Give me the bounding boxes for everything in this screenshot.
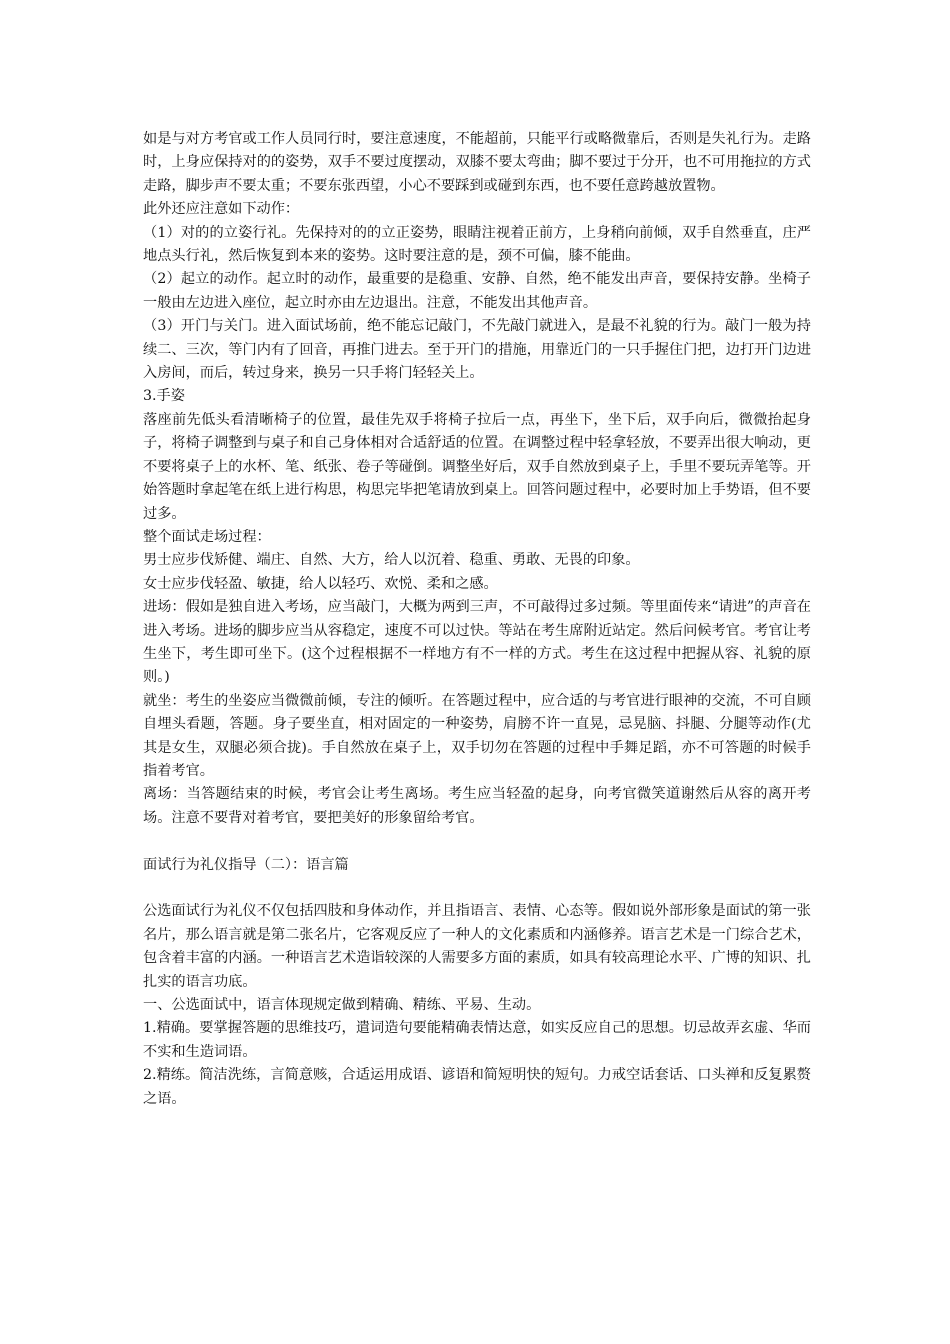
paragraph-process-intro: 整个面试走场过程： (143, 528, 271, 545)
paragraph-standing-up: （2）起立的动作。起立时的动作，最重要的是稳重、安静、自然，绝不能发出声音，要保持安静。坐椅子一般由左边进入座位，起立时亦由左边退出。注意，不能发出其他声音。 (143, 271, 811, 311)
paragraph-conciseness: 2.精练。简洁洗练，言简意赅，合适运用成语、谚语和简短明快的短句。力戒空话套话、口头禅和反复累赘之语。 (143, 1067, 811, 1107)
paragraph-language-intro: 公选面试行为礼仪不仅包括四肢和身体动作，并且指语言、表情、心态等。假如说外部形象是面试的第一张名片，那么语言就是第二张名片，它客观反应了一种人的文化素质和内涵修养。语言艺术是一门综合艺术，包含着丰富的内涵。一种语言艺术造诣较深的人需要多方面的素质，如具有较高理论水平、广博的知识、扎扎实的语言功底。 (143, 903, 811, 990)
paragraph-door: （3）开门与关门。进入面试场前，绝不能忘记敲门，不先敲门就进入，是最不礼貌的行为。敲门一般为持续二、三次，等门内有了回音，再推门进去。至于开门的措施，用靠近门的一只手握住门把，边打开门边进入房间，而后，转过身来，换另一只手将门轻轻关上。 (143, 318, 811, 382)
paragraph-female-gait: 女士应步伐轻盈、敏捷，给人以轻巧、欢悦、柔和之感。 (143, 575, 498, 592)
paragraph-precision: 1.精确。要掌握答题的思维技巧，遣词造句要能精确表情达意，如实反应自己的思想。切忌故弄玄虚、华而不实和生造词语。 (143, 1020, 811, 1060)
heading-hand-posture: 3.手姿 (143, 388, 185, 405)
blank-line (143, 830, 811, 853)
paragraph-other-actions-intro: 此外还应注意如下动作： (143, 201, 300, 218)
paragraph-language-requirements: 一、公选面试中，语言体现规定做到精确、精练、平易、生动。 (143, 997, 541, 1013)
document-page (143, 128, 811, 1111)
paragraph-male-gait: 男士应步伐矫健、端庄、自然、大方，给人以沉着、稳重、勇敢、无畏的印象。 (143, 552, 640, 569)
paragraph-entering: 进场：假如是独自进入考场，应当敲门，大概为两到三声，不可敲得过多过频。等里面传来“请进”的声音在进入考场。进场的脚步应当从容稳定，速度不可以过快。等站在考生席附近站定。然后问候考官。考官让考生坐下，考生即可坐下。(这个过程根据不一样地方有不一样的方式。考生在这过程中把握从容、礼貌的原则。) (143, 599, 811, 686)
paragraph-seating: 就坐：考生的坐姿应当微微前倾，专注的倾听。在答题过程中，应合适的与考官进行眼神的交流，不可自顾自埋头看题，答题。身子要坐直，相对固定的一种姿势，肩膀不许一直晃，忌晃脑、抖腿、分腿等动作(尤其是女生，双腿必须合拢)。手自然放在桌子上，双手切勿在答题的过程中手舞足蹈，亦不可答题的时候手指着考官。 (143, 692, 811, 779)
paragraph-walking: 如是与对方考官或工作人员同行时，要注意速度，不能超前，只能平行或略微靠后，否则是失礼行为。走路时，上身应保持对的的姿势，双手不要过度摆动，双膝不要太弯曲；脚不要过于分开，也不可用拖拉的方式走路，脚步声不要太重；不要东张西望，小心不要踩到或碰到东西，也不要任意跨越放置物。 (143, 131, 811, 194)
paragraph-hand-posture: 落座前先低头看清晰椅子的位置，最佳先双手将椅子拉后一点，再坐下，坐下后，双手向后，微微抬起身子，将椅子调整到与桌子和自己身体相对合适舒适的位置。在调整过程中轻拿轻放，不要弄出很大响动，更不要将桌子上的水杯、笔、纸张、卷子等碰倒。调整坐好后，双手自然放到桌子上，手里不要玩弄笔等。开始答题时拿起笔在纸上进行构思，构思完毕把笔请放到桌上。回答问题过程中，必要时加上手势语，但不要过多。 (143, 411, 811, 522)
paragraph-standing-bow: （1）对的的立姿行礼。先保持对的的立正姿势，眼睛注视着正前方，上身稍向前倾，双手自然垂直，庄严地点头行礼，然后恢复到本来的姿势。这时要注意的是，颈不可偏，膝不能曲。 (143, 224, 811, 265)
paragraph-leaving: 离场：当答题结束的时候，考官会让考生离场。考生应当轻盈的起身，向考官微笑道谢然后从容的离开考场。注意不要背对着考官，要把美好的形象留给考官。 (143, 786, 811, 826)
blank-line (143, 877, 811, 900)
section-title: 面试行为礼仪指导（二）：语言篇 (143, 856, 349, 873)
